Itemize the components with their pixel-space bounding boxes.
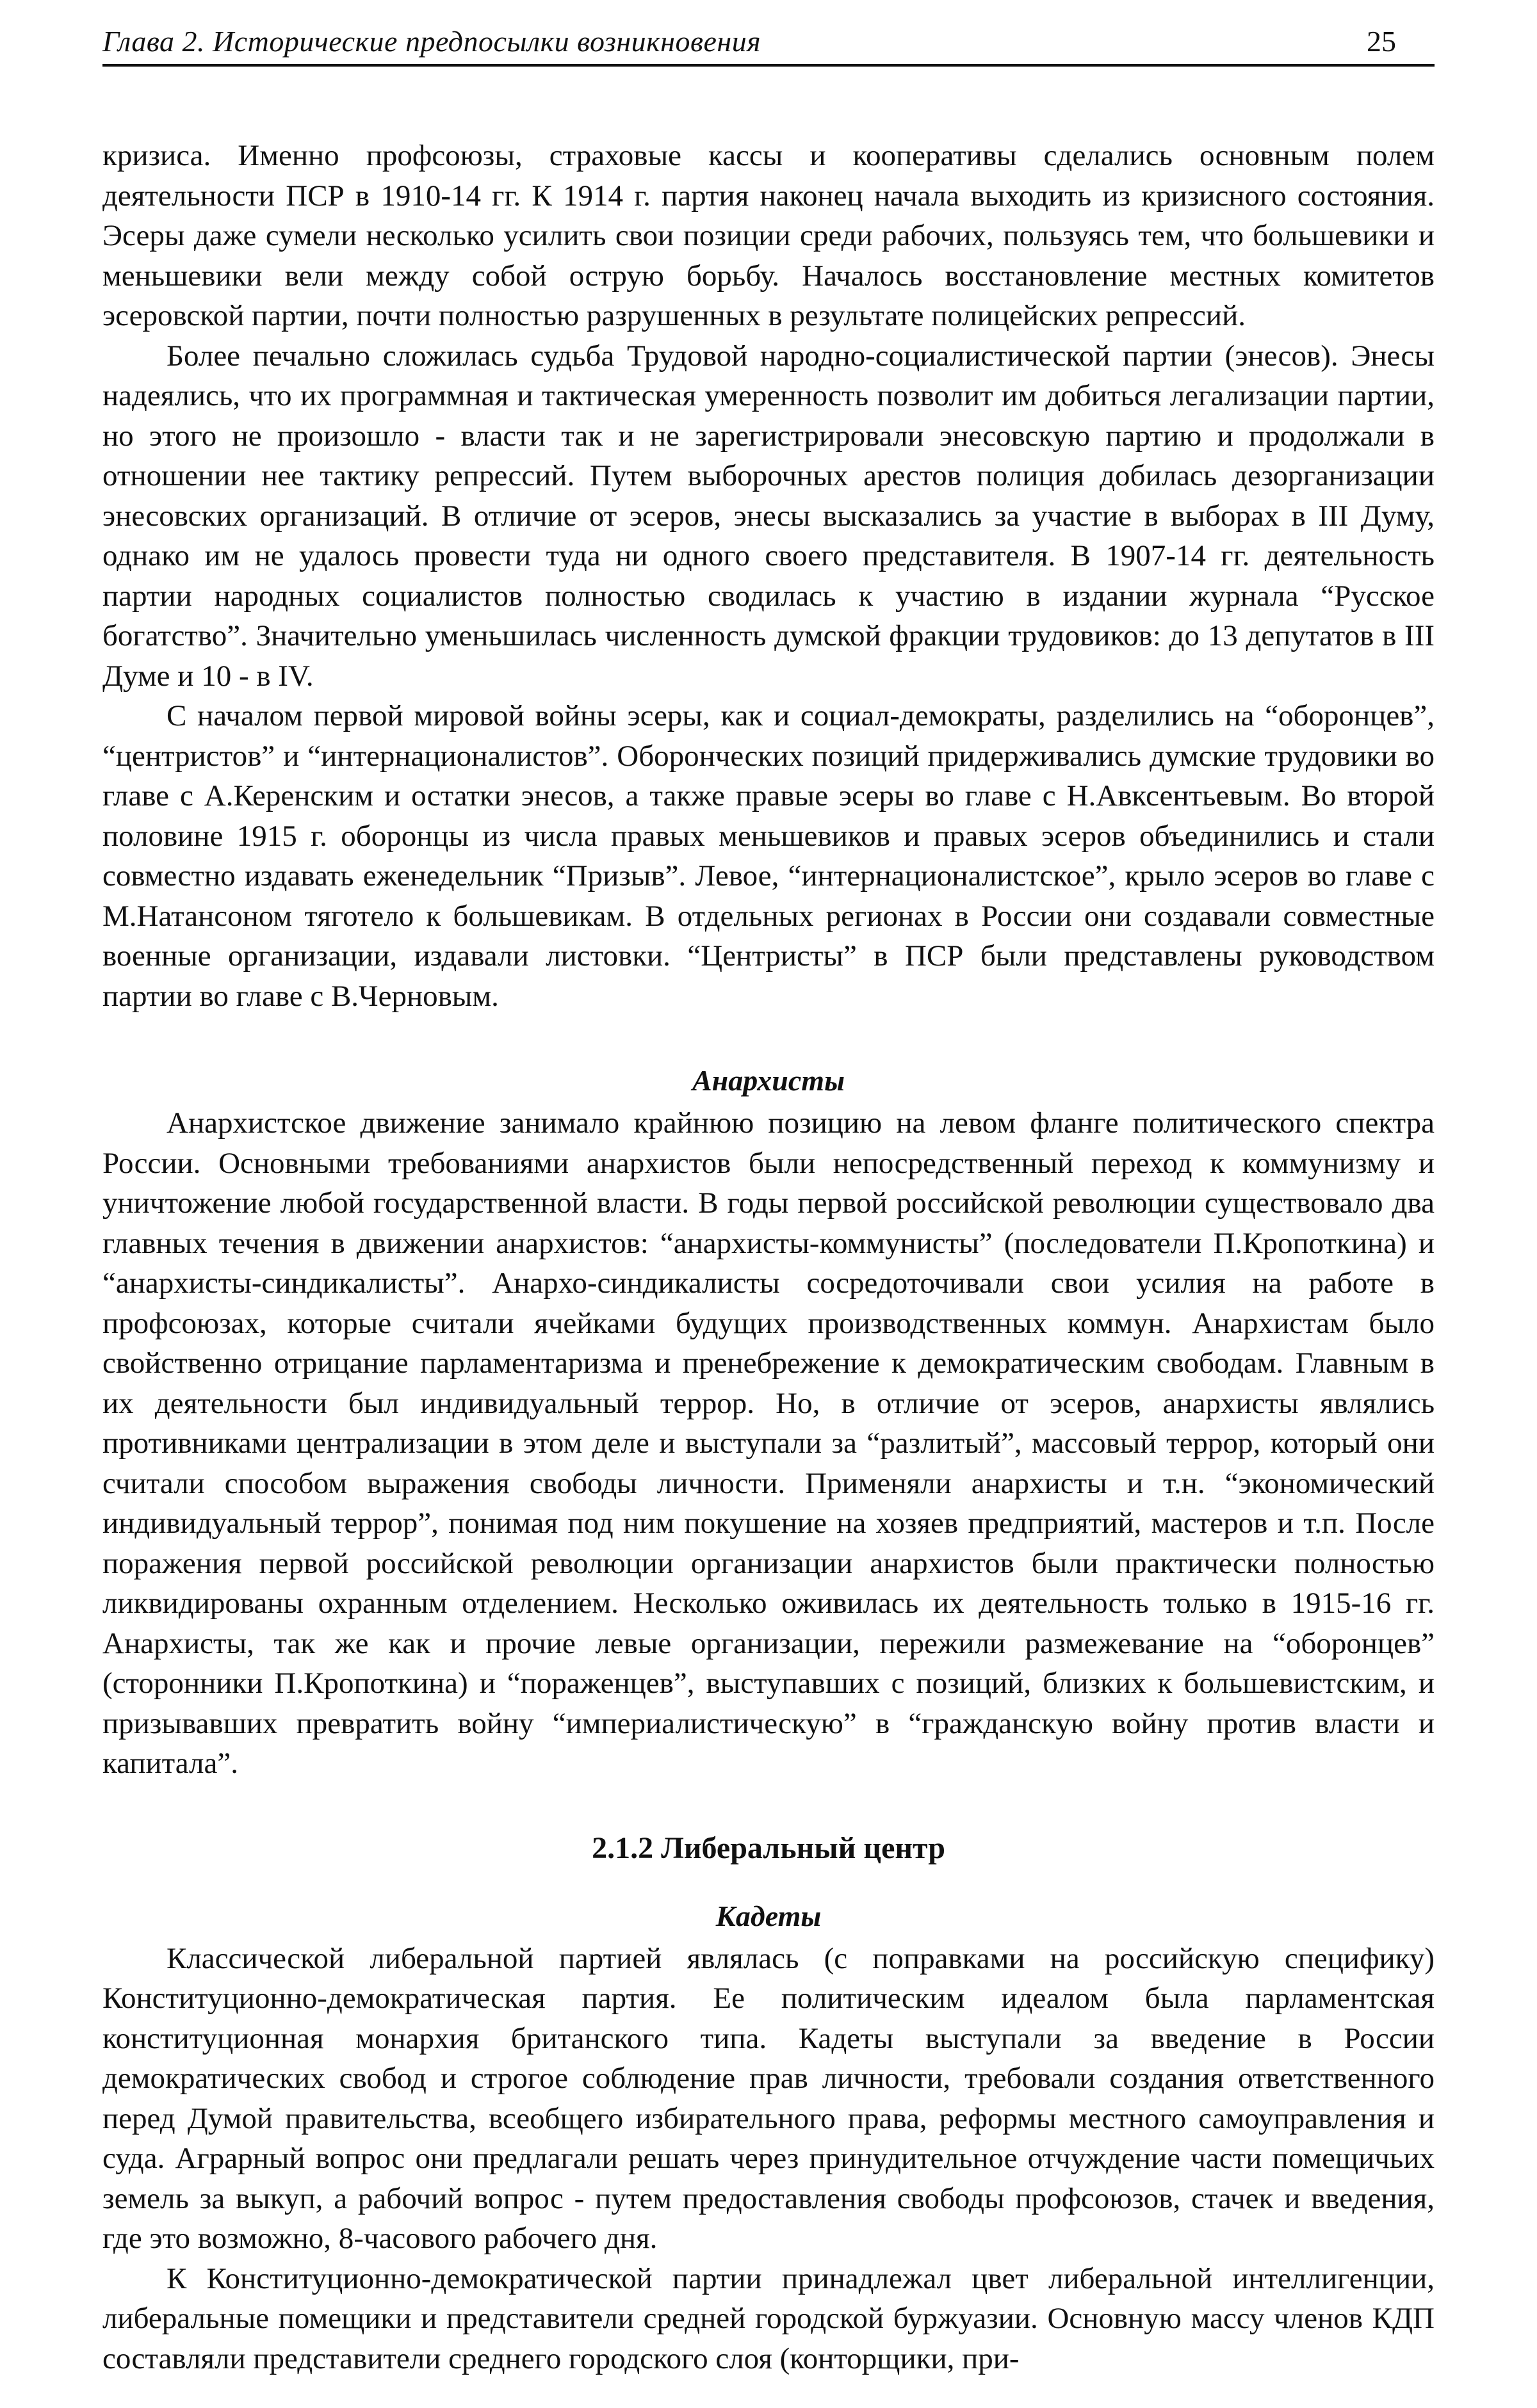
paragraph-anarchists: Анархистское движение занимало крайнюю позицию на левом фланге политического спектра России. Основными требованиями анархистов были непосредственный переход к коммунизму и уничтожение любой государственной власти. В годы первой российской революции существовало два главных течения в движении анархистов: “анархисты-коммунисты” (последователи П.Кропоткина) и “анархисты-синдикалисты”. Анархо-синдикалисты сосредоточивали свои усилия на работе в профсоюзах, которые считали ячейками будущих производственных коммун. Анархистам было свойственно отрицание парламентаризма и пренебрежение к демократическим свободам. Главным в их деятельности был индивидуальный террор. Но, в отличие от эсеров, анархисты являлись противниками централизации в этом деле и выступали за “разлитый”, массовый террор, который они считали способом выражения свободы личности. Применяли анархисты и т.н. “экономический индивидуальный террор”, понимая под ним покушение на хозяев предприятий, мастеров и т.п. После поражения первой российской революции организации анархистов были практически полностью ликвидированы охранным отделением. Несколько оживилась их деятельность только в 1915-16 гг. Анархисты, так же как и прочие левые организации, пережили размежевание на “оборонцев” (сторонники П.Кропоткина) и “пораженцев”, выступавших с позиций, близких к большевистским, и призывавших превратить войну “империалистическую” в “гражданскую войну против власти и капитала”. [102,1106,1435,1780]
paragraph-kadets-program: Классической либеральной партией являлась (с поправками на российскую специфику) Конституционно-демократическая партия. Ее политическим идеалом была парламентская конституционная монархия британского типа. Кадеты выступали за введение в России демократических свобод и строгое соблюдение прав личности, требовали создания ответственного перед Думой правительства, всеобщего избирательного права, реформы местного самоуправления и суда. Аграрный вопрос они предлагали решать через принудительное отчуждение части помещичьих земель за выкуп, а рабочий вопрос - путем предоставления свободы профсоюзов, стачек и введения, где это возможно, 8-часового рабочего дня. [102,1941,1435,2255]
paragraph-enes: Более печально сложилась судьба Трудовой народно-социалистической партии (энесов). Энесы надеялись, что их программная и тактическая умеренность позволит им добиться легализации партии, но этого не произошло - власти так и не зарегистрировали энесовскую партию и продолжали в отношении нее тактику репрессий. Путем выборочных арестов полиция добилась дезорганизации энесовских организаций. В отличие от эсеров, энесы высказались за участие в выборах в III Думу, однако им не удалось провести туда ни одного своего представителя. В 1907-14 гг. деятельность партии народных социалистов полностью сводилась к участию в издании журнала “Русское богатство”. Значительно уменьшилась численность думской фракции трудовиков: до 13 депутатов в III Думе и 10 - в IV. [102,339,1435,693]
running-header [102,19,1435,67]
page-number: 25 [1367,25,1396,58]
chapter-title: Глава 2. Исторические предпосылки возникновения [102,25,761,58]
subheading-kadets: Кадеты [715,1899,822,1932]
main-text [102,136,1435,2379]
book-page [102,19,1435,2388]
section-heading-liberal-center: 2.1.2 Либеральный центр [592,1830,945,1865]
paragraph-continuation: кризиса. Именно профсоюзы, страховые кассы и кооперативы сделались основным полем деятельности ПСР в 1910-14 гг. К 1914 г. партия наконец начала выходить из кризисного состояния. Эсеры даже сумели несколько усилить свои позиции среди рабочих, пользуясь тем, что большевики и меньшевики вели между собой острую борьбу. Началось восстановление местных комитетов эсеровской партии, почти полностью разрушенных в результате полицейских репрессий. [102,139,1435,332]
subheading-anarchists: Анархисты [692,1064,845,1097]
paragraph-war-split: С началом первой мировой войны эсеры, как и социал-демократы, разделились на “оборонцев”, “центристов” и “интернационалистов”. Оборонческих позиций придерживались думские трудовики во главе с А.Керенским и остатки энесов, а также правые эсеры во главе с Н.Авксентьевым. Во второй половине 1915 г. оборонцы из числа правых меньшевиков и правых эсеров объединились и стали совместно издавать еженедельник “Призыв”. Левое, “интернационалистское”, крыло эсеров во главе с М.Натансоном тяготело к большевикам. В отдельных регионах в России они создавали совместные военные организации, издавали листовки. “Центристы” в ПСР были представлены руководством партии во главе с В.Черновым. [102,699,1435,1013]
paragraph-kadets-members: К Конституционно-демократической партии принадлежал цвет либеральной интеллигенции, либеральные помещики и представители средней городской буржуазии. Основную массу членов КДП составляли представители среднего городского слоя (конторщики, при- [102,2261,1435,2375]
